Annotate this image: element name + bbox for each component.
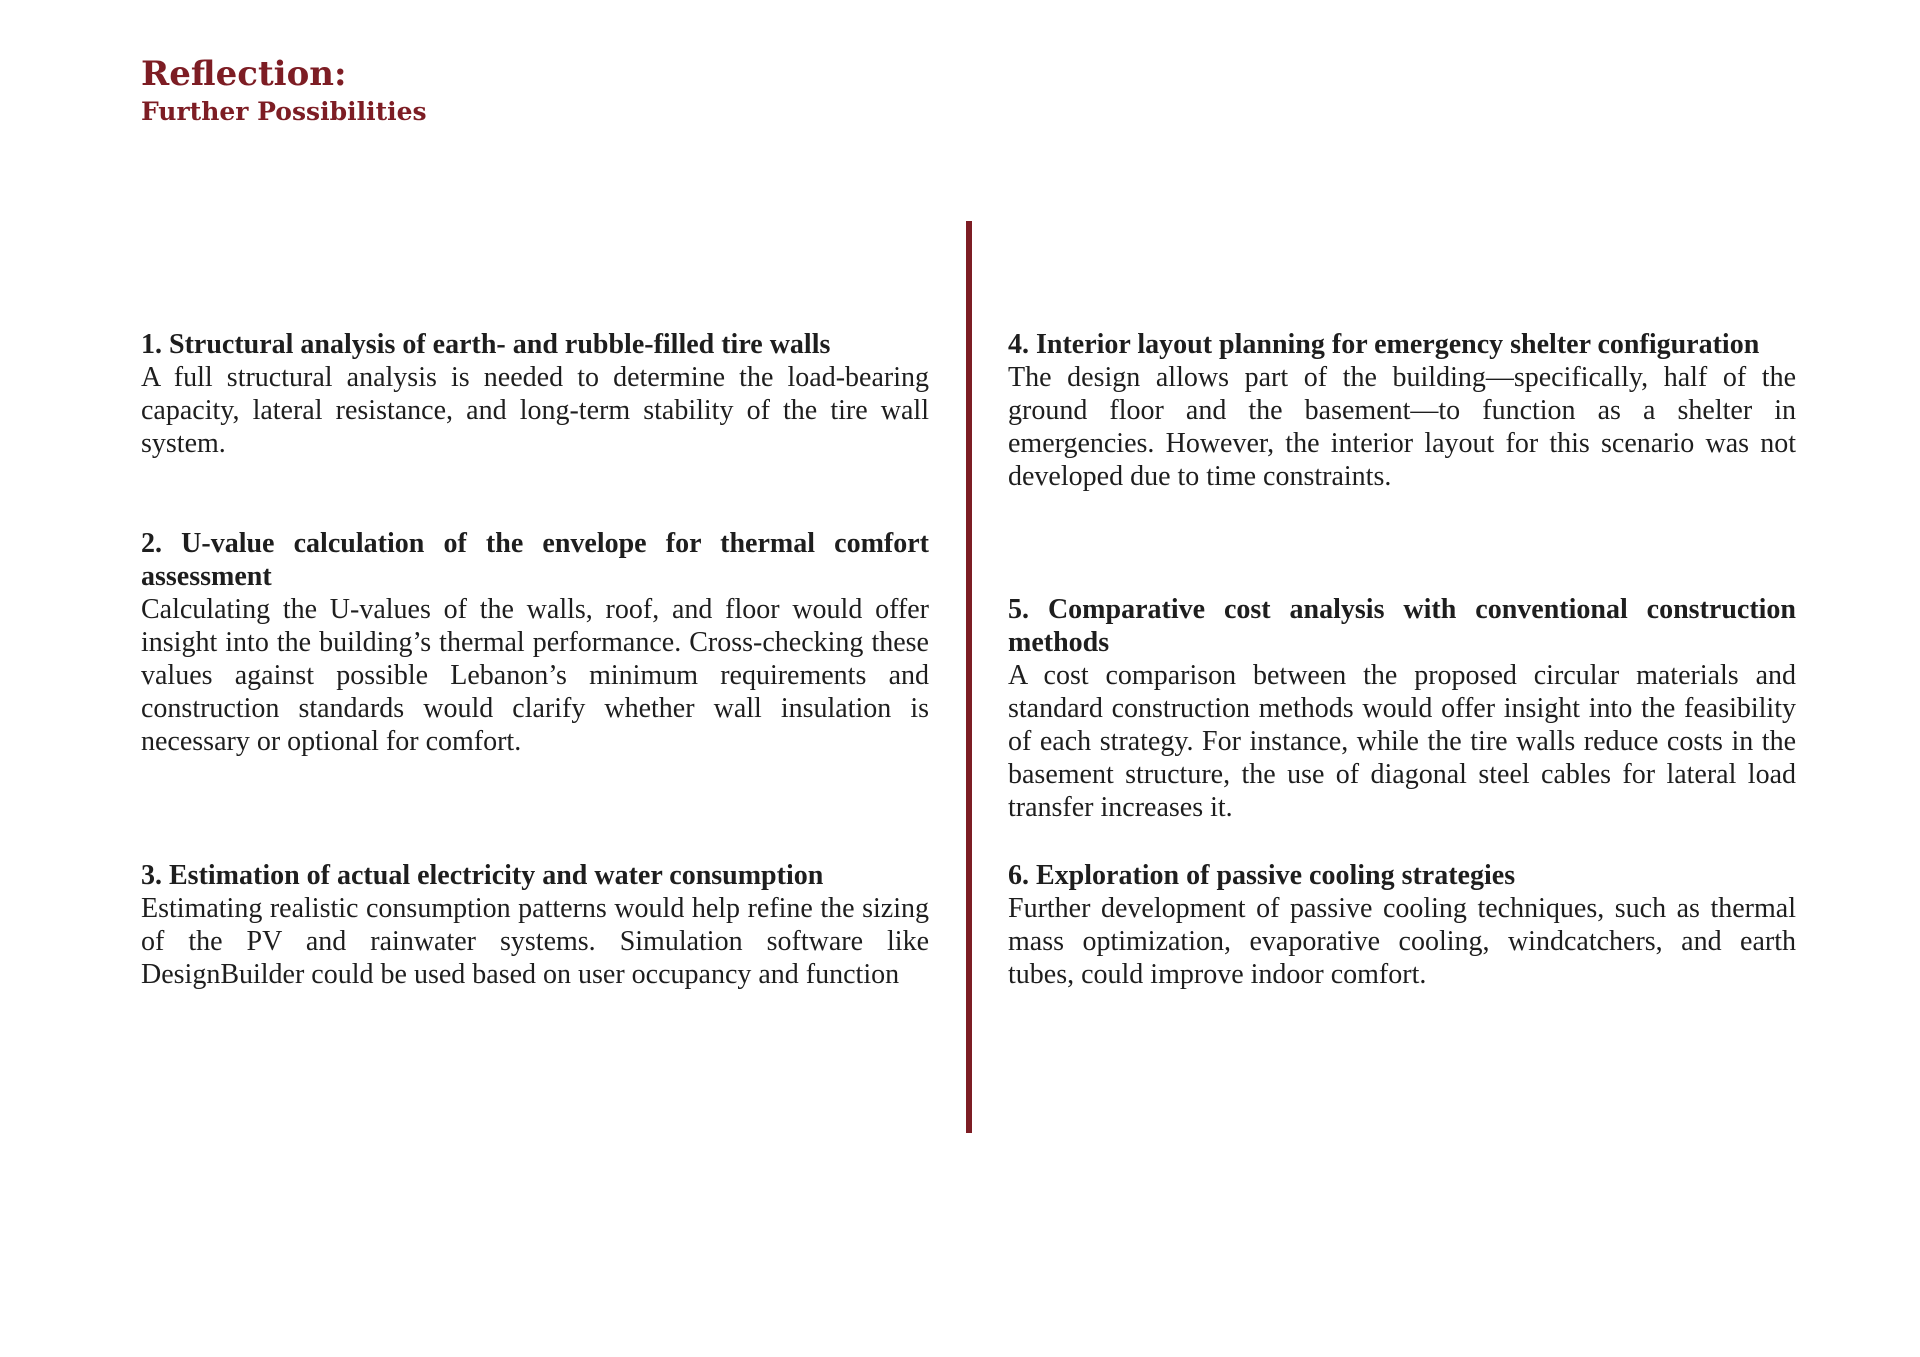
page-subtitle: Further Possibilities <box>141 97 427 126</box>
section-heading: 6. Exploration of passive cooling strategies <box>1008 860 1516 891</box>
section-heading: 2. U-value calculation of the envelope for thermal comfort assessment <box>141 528 929 592</box>
column-divider <box>966 221 972 1133</box>
section-cost-analysis <box>1008 593 1796 824</box>
section-body: Estimating realistic consumption patterns would help refine the sizing of the PV and rainwater systems. Simulation software like DesignBuilder could be used based on user occupancy and function <box>141 893 929 990</box>
section-passive-cooling <box>1008 859 1796 991</box>
section-body: Further development of passive cooling techniques, such as thermal mass optimization, evaporative cooling, windcatchers, and earth tubes, could improve indoor comfort. <box>1008 893 1796 990</box>
page-header <box>141 52 427 128</box>
section-heading: 3. Estimation of actual electricity and water consumption <box>141 860 824 891</box>
section-heading: 1. Structural analysis of earth- and rubble-filled tire walls <box>141 329 831 360</box>
section-u-value <box>141 527 929 758</box>
section-body: A full structural analysis is needed to determine the load-bearing capacity, lateral resistance, and long-term stability of the tire wall system. <box>141 362 929 459</box>
section-heading: 4. Interior layout planning for emergency shelter configuration <box>1008 329 1760 360</box>
section-consumption <box>141 859 929 991</box>
section-structural-analysis <box>141 328 929 460</box>
section-body: The design allows part of the building—specifically, half of the ground floor and the basement—to function as a shelter in emergencies. However, the interior layout for this scenario was not developed due to time constraints. <box>1008 362 1796 492</box>
section-heading: 5. Comparative cost analysis with conventional construction methods <box>1008 594 1796 658</box>
section-body: Calculating the U-values of the walls, roof, and floor would offer insight into the building’s thermal performance. Cross-checking these values against possible Lebanon’s minimum requirements and construction standards would clarify whether wall insulation is necessary or optional for comfort. <box>141 594 929 757</box>
page-title: Reflection: <box>141 54 347 94</box>
section-body: A cost comparison between the proposed circular materials and standard construction methods would offer insight into the feasibility of each strategy. For instance, while the tire walls reduce costs in the basement structure, the use of diagonal steel cables for lateral load transfer increases it. <box>1008 660 1796 823</box>
section-interior-layout <box>1008 328 1796 493</box>
